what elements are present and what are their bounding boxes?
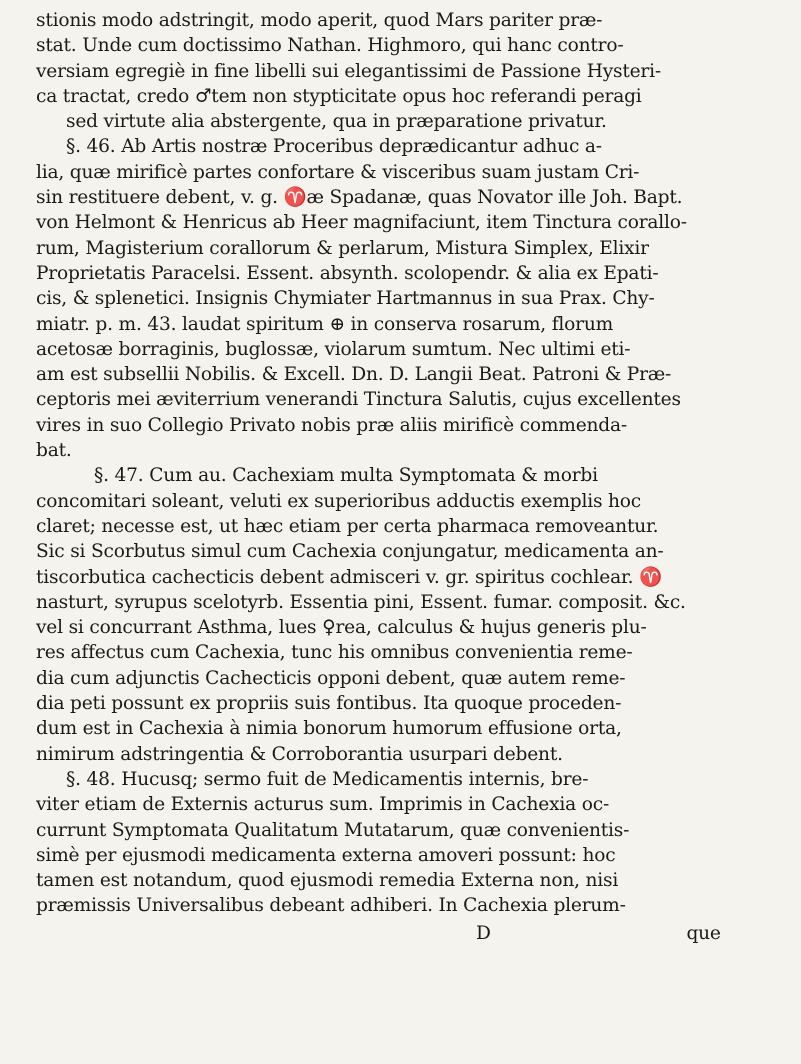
section-46-start: §. 46. Ab Artis nostræ Proceribus deprædicantur adhuc a- bbox=[66, 136, 602, 158]
text-line: bat. bbox=[36, 440, 72, 462]
text-line: von Helmont & Henricus ab Heer magnifaciunt, item Tinctura corallo- bbox=[36, 212, 687, 234]
text-line: acetosæ borraginis, buglossæ, violarum sumtum. Nec ultimi eti- bbox=[36, 338, 631, 360]
text-line: dia cum adjunctis Cachecticis opponi debent, quæ autem reme- bbox=[36, 667, 626, 689]
text-line: res affectus cum Cachexia, tunc his omnibus convenientia reme- bbox=[36, 642, 633, 664]
text-line: claret; necesse est, ut hæc etiam per certa pharmaca removeantur. bbox=[36, 515, 659, 537]
text-line: tamen est notandum, quod ejusmodi remedia Externa non, nisi bbox=[36, 870, 619, 892]
text-line: vires in suo Collegio Privato nobis præ aliis mirificè commenda- bbox=[36, 414, 627, 436]
text-line: sin restituere debent, v. g. ♈æ Spadanæ, quas Novator ille Joh. Bapt. bbox=[36, 187, 683, 209]
text-line: simè per ejusmodi medicamenta externa amoveri possunt: hoc bbox=[36, 844, 616, 866]
text-line: lia, quæ mirificè partes confortare & visceribus suam justam Cri- bbox=[36, 161, 640, 183]
body-text bbox=[36, 8, 773, 946]
text-line: vel si concurrant Asthma, lues ♀rea, calculus & hujus generis plu- bbox=[36, 617, 647, 639]
text-line: cis, & splenetici. Insignis Chymiater Hartmannus in sua Prax. Chy- bbox=[36, 288, 655, 310]
text-line: stionis modo adstringit, modo aperit, quod Mars pariter præ- bbox=[36, 10, 603, 31]
text-line: ceptoris mei æviterrium venerandi Tinctura Salutis, cujus excellentes bbox=[36, 389, 681, 411]
text-line: Sic si Scorbutus simul cum Cachexia conjungatur, medicamenta an- bbox=[36, 541, 664, 563]
text-line: dum est in Cachexia à nimia bonorum humorum effusione orta, bbox=[36, 718, 622, 740]
text-line: rum, Magisterium corallorum & perlarum, Mistura Simplex, Elixir bbox=[36, 237, 649, 259]
text-line: nimirum adstringentia & Corroborantia usurpari debent. bbox=[36, 743, 563, 765]
text-line: viter etiam de Externis acturus sum. Imprimis in Cachexia oc- bbox=[36, 794, 610, 816]
text-line: concomitari soleant, veluti ex superioribus adductis exemplis hoc bbox=[36, 490, 641, 512]
text-line: nasturt, syrupus scelotyrb. Essentia pini, Essent. fumar. composit. &c. bbox=[36, 591, 686, 613]
section-48-start: §. 48. Hucusq; sermo fuit de Medicamentis internis, bre- bbox=[66, 768, 589, 790]
text-line: versiam egregiè in fine libelli sui elegantissimi de Passione Hysteri- bbox=[36, 60, 661, 82]
text-line: dia peti possunt ex propriis suis fontibus. Ita quoque proceden- bbox=[36, 693, 622, 715]
signature-mark: D bbox=[476, 922, 491, 944]
catchword: que bbox=[686, 922, 721, 944]
text-line: currunt Symptomata Qualitatum Mutatarum, quæ convenientis- bbox=[36, 819, 630, 841]
text-line: præmissis Universalibus debeant adhiberi. In Cachexia plerum- bbox=[36, 895, 626, 917]
text-line: sed virtute alia abstergente, qua in præparatione privatur. bbox=[66, 111, 607, 133]
text-line: tiscorbutica cachecticis debent admisceri v. gr. spiritus cochlear. ♈ bbox=[36, 566, 663, 588]
text-line: am est subsellii Nobilis. & Excell. Dn. D. Langii Beat. Patroni & Præ- bbox=[36, 364, 672, 386]
section-47-start: §. 47. Cum au. Cachexiam multa Symptomata & morbi bbox=[94, 465, 598, 487]
text-line: Proprietatis Paracelsi. Essent. absynth. scolopendr. & alia ex Epati- bbox=[36, 262, 659, 284]
page-footer bbox=[36, 919, 773, 946]
text-line: ca tractat, credo ♂tem non stypticitate opus hoc referandi peragi bbox=[36, 85, 642, 107]
text-line: miatr. p. m. 43. laudat spiritum ⊕ in conserva rosarum, florum bbox=[36, 313, 614, 335]
text-line: stat. Unde cum doctissimo Nathan. Highmoro, qui hanc contro- bbox=[36, 35, 624, 57]
